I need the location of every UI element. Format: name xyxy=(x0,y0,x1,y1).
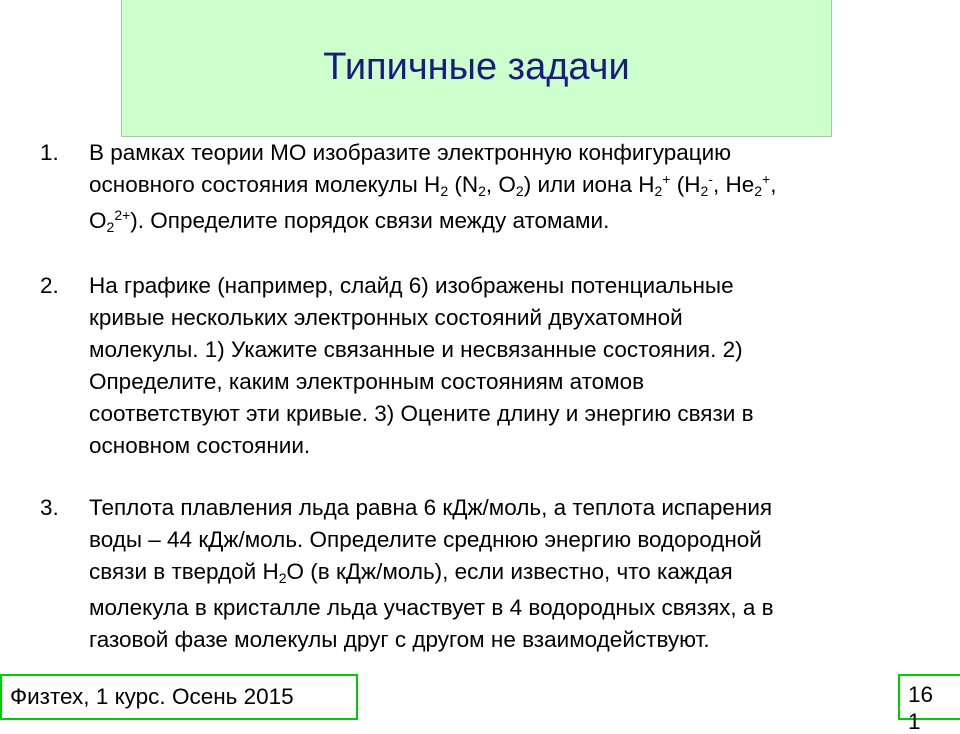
problem-number: 2. xyxy=(40,273,59,298)
problem-line: Теплота плавления льда равна 6 кДж/моль, а теплота испарения xyxy=(89,495,773,520)
slide-title: Типичные задачи xyxy=(323,46,630,88)
problem-text xyxy=(89,492,920,656)
problem-line: молекулы. 1) Укажите связанные и несвязанные состояния. 2) xyxy=(89,337,743,362)
problem-number: 3. xyxy=(40,495,59,520)
page-number-tail: 1 xyxy=(908,709,921,734)
problem-line: соответствуют эти кривые. 3) Оцените длину и энергию связи в xyxy=(89,401,754,426)
page-number xyxy=(898,674,960,734)
problem-line: газовой фазе молекулы друг с другом не взаимодействуют. xyxy=(89,627,710,652)
problem-line: молекула в кристалле льда участвует в 4 водородных связях, а в xyxy=(89,595,774,620)
problem-line: В рамках теории МО изобразите электронную конфигурацию xyxy=(89,140,732,165)
problem-line: На графике (например, слайд 6) изображены потенциальные xyxy=(89,273,734,298)
footer-course: Физтех, 1 курс. Осень 2015 xyxy=(0,674,358,720)
problem-line: основном состоянии. xyxy=(89,433,311,458)
problem-number: 1. xyxy=(40,140,59,165)
problem-line: Определите, каким электронным состояниям атомов xyxy=(89,369,645,394)
problem-line: кривые нескольких электронных состояний двухатомной xyxy=(89,305,683,330)
problem-line: основного состояния молекулы $H_2$ ($N_2$, $O_2$) или иона $H_2^+$ ($H_2^-$, $He_2^+$, xyxy=(89,171,777,199)
problem-text xyxy=(89,270,920,462)
problem-line: связи в твердой $H_2O$ (в кДж/моль), если известно, что каждая xyxy=(89,559,733,586)
title-box xyxy=(121,0,832,137)
problem-line: $O_2^{2+}$). Определите порядок связи между атомами. xyxy=(89,207,610,235)
problem-text xyxy=(89,137,920,237)
page-number-value: 16 xyxy=(908,682,934,707)
problem-line: воды – 44 кДж/моль. Определите среднюю энергию водородной xyxy=(89,527,762,552)
